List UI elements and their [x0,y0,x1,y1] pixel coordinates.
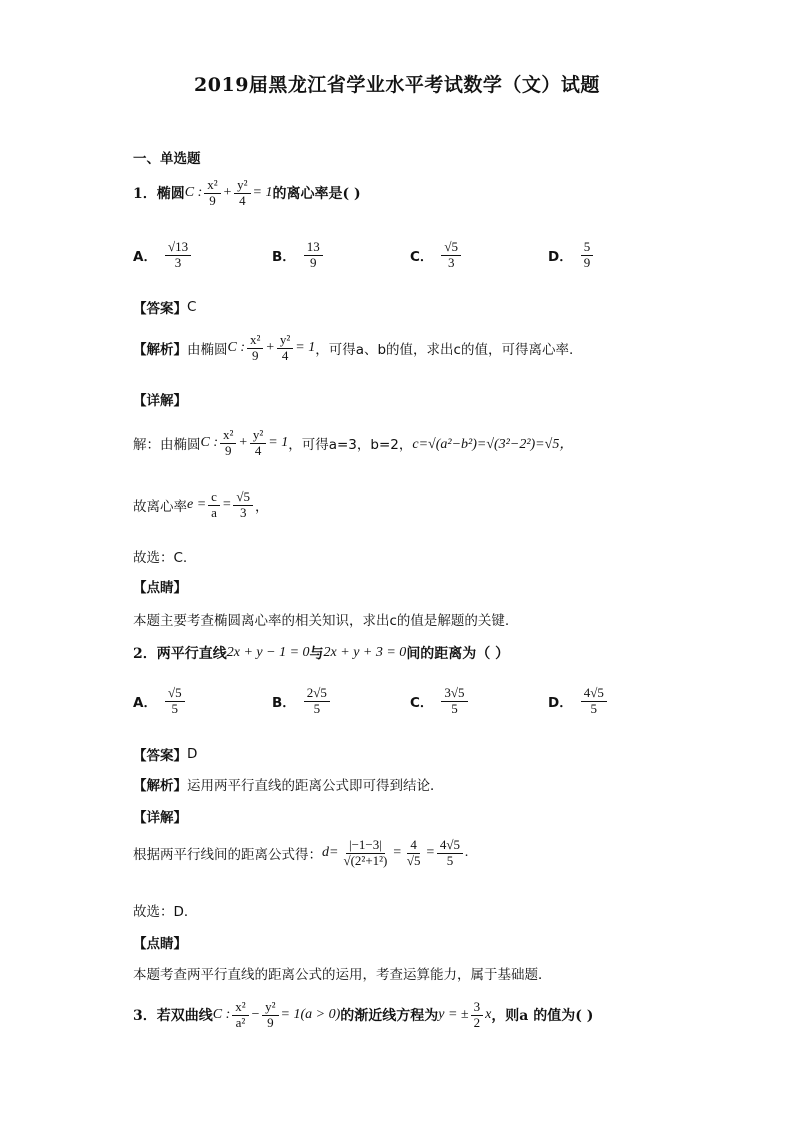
option-letter: D． [548,695,573,712]
option-letter: B． [272,695,296,712]
fraction: $\frac{|-1-3|}{\text{√(2²+1²)}}$ [343,837,388,868]
option-a [133,686,187,717]
comment-text: 本题主要考查椭圆离心率的相关知识，求出c的值是解题的关键. [133,613,510,629]
option-c [410,240,463,271]
question-1-stem [133,178,361,209]
math-expression: d= [322,845,339,861]
math-operator: + [238,435,248,451]
fraction: $\frac{\text{y²}}{4}$ [250,428,266,459]
option-a [133,240,193,271]
detail-line [133,428,573,459]
fraction: $\frac{\text{y²}}{4}$ [277,333,293,364]
fraction: $\frac{\text{x²}}{9}$ [220,428,236,459]
comment-tag: 【点睛】 [133,936,187,952]
fraction: $\frac{\text{y²}}{4}$ [234,178,250,209]
option-c [410,686,470,717]
analysis-text: ，可得a、b的值，求出c的值，可得离心率. [315,342,574,359]
section-heading: 一、单选题 [133,151,201,167]
math-expression: y = ± [438,1007,469,1023]
math-operator: = [425,845,435,861]
fraction: $\frac{13}{9}$ [304,240,323,271]
fraction: $\frac{√5}{5}$ [165,686,185,717]
fraction: $\frac{√13}{3}$ [165,240,191,271]
question-2-stem [133,643,509,663]
math-expression: c=√(a²−b²)=√(3²−2²)=√5， [412,437,574,453]
math-expression: x [485,1007,492,1023]
fraction: $\frac{√5}{3}$ [441,240,461,271]
analysis-line [133,333,573,364]
analysis-text: 运用两平行直线的距离公式即可得到结论． [187,778,444,794]
fraction: $\frac{c}{a}$ [208,490,220,521]
question-3-stem [133,1000,593,1031]
option-d [548,686,609,717]
math-expression: C : [227,340,245,356]
fraction: $\frac{4√5}{5}$ [437,838,463,869]
question-text: 若双曲线 [156,1008,213,1025]
option-d [548,240,595,271]
math-operator: + [222,185,233,201]
detail-text: ，可得a=3，b=2， [288,437,413,454]
detail-text: 故离心率 [133,499,187,516]
answer-tag: 【答案】 [133,748,187,764]
detail-line [133,838,469,869]
option-b [272,240,325,271]
question-text: 间的距离为（ ） [406,646,510,662]
fraction: $\frac{\text{x²}}{9}$ [204,178,220,209]
comment-text: 本题考查两平行直线的距离公式的运用，考查运算能力，属于基础题． [133,967,552,983]
question-text: ，则a 的值为( ) [491,1008,594,1025]
page-title: 2019届黑龙江省学业水平考试数学（文）试题 [194,74,600,96]
math-expression: C : [184,185,203,201]
analysis-line [133,774,444,794]
question-text: 的离心率是( ) [272,186,361,203]
detail-text: 解：由椭圆 [133,437,201,454]
fraction: $\frac{√5}{3}$ [233,490,253,521]
math-expression: = 1 [252,185,273,201]
fraction: $\frac{4√5}{5}$ [581,686,607,717]
math-expression: = 1(a > 0) [280,1007,341,1023]
fraction: $\frac{3}{2}$ [471,1000,484,1031]
math-expression: 2x + y − 1 = 0 [226,645,310,660]
analysis-text: 由椭圆 [187,342,228,359]
math-operator: = [221,497,232,513]
math-expression: e = [187,497,207,513]
answer-tag: 【答案】 [133,301,187,317]
detail-tag: 【详解】 [133,393,187,409]
option-letter: A． [133,695,157,712]
analysis-tag: 【解析】 [133,778,187,794]
option-letter: B． [272,249,296,266]
choose-line: 故选：D． [133,904,198,920]
option-letter: A． [133,249,157,266]
question-number: 2． [133,646,157,662]
math-expression: 2x + y + 3 = 0 [323,645,407,660]
math-expression: C : [212,1007,231,1023]
eccentricity-line [133,490,269,521]
fraction: $\frac{2√5}{5}$ [304,686,330,717]
detail-text: ， [255,499,269,516]
math-expression: C : [200,435,218,451]
question-text: 两平行直线 [156,646,227,662]
question-number: 1． [133,186,157,203]
math-expression: = 1 [295,340,316,356]
comment-tag: 【点睛】 [133,580,187,596]
fraction: $\frac{\text{x²}}{\text{a²}}$ [232,1000,248,1031]
option-letter: C． [410,249,434,266]
question-text: 与 [309,646,324,662]
fraction: $\frac{3√5}{5}$ [441,686,467,717]
choose-line: 故选：C. [133,550,188,566]
detail-tag: 【详解】 [133,810,187,826]
question-number: 3． [133,1008,157,1025]
math-operator: − [250,1007,261,1023]
math-operator: = [392,845,402,861]
answer-value: C [187,299,197,315]
fraction: $\frac{5}{9}$ [581,240,594,271]
fraction: $\frac{\text{y²}}{9}$ [262,1000,278,1031]
math-operator: + [265,340,275,356]
option-letter: D． [548,249,573,266]
analysis-tag: 【解析】 [133,342,187,359]
math-expression: = 1 [268,435,289,451]
option-b [272,686,332,717]
option-letter: C． [410,695,434,712]
answer-line [133,744,197,764]
question-text: 椭圆 [156,186,185,203]
answer-line [133,297,196,317]
answer-value: D [187,746,198,762]
fraction: $\frac{4}{√5}$ [406,837,421,868]
fraction: $\frac{\text{x²}}{9}$ [247,333,263,364]
question-text: 的渐近线方程为 [340,1008,439,1025]
math-expression: . [465,845,469,861]
detail-text: 根据两平行线间的距离公式得： [133,847,322,864]
